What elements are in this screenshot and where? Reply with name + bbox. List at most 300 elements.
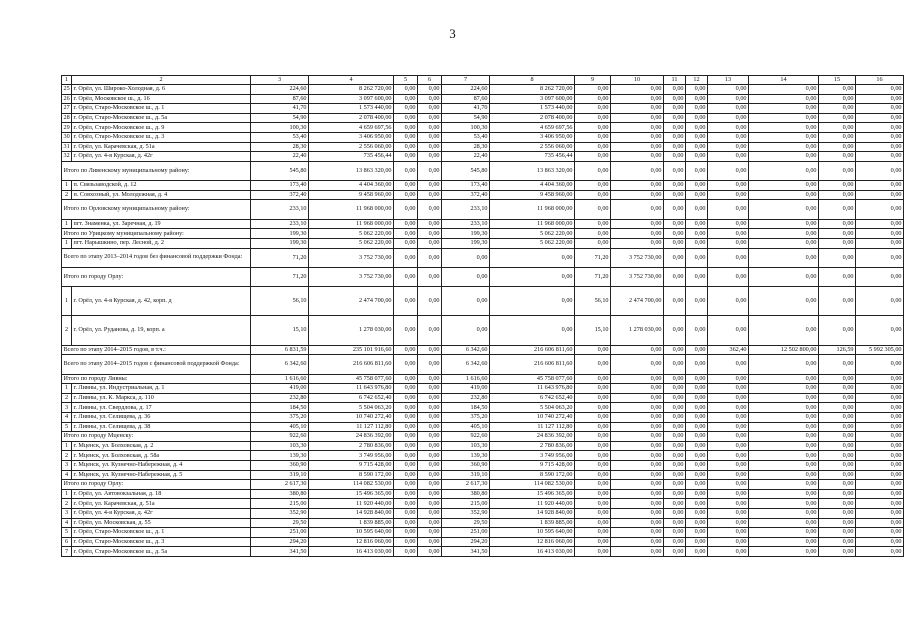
value-cell: 11 968 000,00: [309, 200, 394, 219]
value-cell: 1 573 440,00: [309, 104, 394, 114]
value-cell: 8 590 172,00: [490, 470, 575, 480]
value-cell: 922,60: [251, 432, 309, 442]
value-cell: 0,00: [394, 422, 418, 432]
value-cell: 0,00: [708, 518, 749, 528]
value-cell: 0,00: [394, 161, 418, 180]
value-cell: 0,00: [490, 267, 575, 286]
value-cell: 0,00: [394, 123, 418, 133]
value-cell: 10 740 272,40: [309, 413, 394, 423]
value-cell: 0,00: [819, 219, 856, 229]
value-cell: 0,00: [394, 316, 418, 345]
value-cell: 0,00: [611, 480, 664, 490]
value-cell: 3 406 950,00: [309, 132, 394, 142]
row-number: 2: [62, 393, 72, 403]
value-cell: 0,00: [856, 316, 904, 345]
value-cell: 24 836 392,00: [309, 432, 394, 442]
value-cell: 24 836 392,00: [490, 432, 575, 442]
value-cell: 0,00: [856, 470, 904, 480]
value-cell: 0,00: [749, 480, 819, 490]
value-cell: 0,00: [856, 489, 904, 499]
value-cell: 0,00: [418, 518, 442, 528]
value-cell: 0,00: [686, 85, 708, 95]
value-cell: 0,00: [708, 537, 749, 547]
column-number: 6: [418, 76, 442, 85]
value-cell: 0,00: [394, 142, 418, 152]
value-cell: 380,80: [442, 489, 490, 499]
value-cell: 0,00: [819, 547, 856, 557]
value-cell: 1 278 030,00: [309, 316, 394, 345]
value-cell: 0,00: [686, 489, 708, 499]
value-cell: 3 752 730,00: [309, 267, 394, 286]
value-cell: 0,00: [749, 85, 819, 95]
value-cell: 0,00: [394, 132, 418, 142]
row-number: 2: [62, 499, 72, 509]
value-cell: 9 715 428,00: [490, 460, 575, 470]
value-cell: 0,00: [686, 384, 708, 394]
table-row: [62, 238, 904, 248]
data-table: [61, 75, 904, 557]
value-cell: 0,00: [708, 460, 749, 470]
value-cell: 0,00: [394, 413, 418, 423]
value-cell: 0,00: [664, 238, 686, 248]
value-cell: 15 496 365,00: [309, 489, 394, 499]
value-cell: 0,00: [611, 499, 664, 509]
value-cell: 0,00: [418, 123, 442, 133]
value-cell: 0,00: [664, 161, 686, 180]
table-row: [62, 181, 904, 191]
value-cell: 9 458 960,00: [309, 190, 394, 200]
value-cell: 41,70: [251, 104, 309, 114]
value-cell: 0,00: [394, 480, 418, 490]
subtotal-row: [62, 374, 904, 384]
row-address: г. Мценск, ул. Кузнечно-Набережная, д. 5: [72, 470, 251, 480]
value-cell: 0,00: [664, 287, 686, 316]
value-cell: 419,00: [442, 384, 490, 394]
value-cell: 3 749 956,00: [309, 451, 394, 461]
value-cell: 0,00: [394, 470, 418, 480]
value-cell: 0,00: [394, 441, 418, 451]
table-row: [62, 508, 904, 518]
value-cell: 0,00: [819, 113, 856, 123]
value-cell: 0,00: [611, 537, 664, 547]
value-cell: 0,00: [749, 142, 819, 152]
value-cell: 3 752 730,00: [611, 267, 664, 286]
value-cell: 0,00: [394, 528, 418, 538]
column-number: 14: [749, 76, 819, 85]
value-cell: 0,00: [611, 85, 664, 95]
value-cell: 0,00: [856, 287, 904, 316]
value-cell: 0,00: [708, 85, 749, 95]
value-cell: 0,00: [856, 200, 904, 219]
column-number: 7: [442, 76, 490, 85]
value-cell: 0,00: [575, 528, 611, 538]
value-cell: 0,00: [418, 85, 442, 95]
row-address: г. Ливны, ул. Селищева, д. 38: [72, 422, 251, 432]
value-cell: 0,00: [749, 441, 819, 451]
value-cell: 251,00: [251, 528, 309, 538]
row-number: 28: [63, 113, 70, 121]
value-cell: 0,00: [394, 489, 418, 499]
value-cell: 5 992 305,00: [856, 345, 904, 355]
value-cell: 0,00: [664, 374, 686, 384]
value-cell: 372,40: [442, 190, 490, 200]
value-cell: 4 404 360,00: [490, 181, 575, 191]
row-number: 3: [62, 403, 72, 413]
table-row: [62, 142, 904, 152]
column-number: 1: [62, 76, 72, 85]
value-cell: 53,40: [442, 132, 490, 142]
value-cell: 0,00: [611, 219, 664, 229]
value-cell: 0,00: [686, 104, 708, 114]
value-cell: 173,40: [251, 181, 309, 191]
column-number: 8: [490, 76, 575, 85]
value-cell: 0,00: [856, 94, 904, 104]
value-cell: 0,00: [708, 508, 749, 518]
row-address: г. Орёл, ул. Широко-Холодная, д. 6: [72, 85, 251, 95]
value-cell: 0,00: [664, 219, 686, 229]
value-cell: 0,00: [418, 480, 442, 490]
value-cell: 405,10: [442, 422, 490, 432]
value-cell: 11 968 000,00: [490, 219, 575, 229]
value-cell: 0,00: [686, 248, 708, 267]
value-cell: 0,00: [664, 190, 686, 200]
value-cell: 0,00: [664, 248, 686, 267]
value-cell: 0,00: [708, 104, 749, 114]
row-number: 5: [62, 422, 72, 432]
value-cell: 0,00: [749, 547, 819, 557]
table-row: [62, 403, 904, 413]
value-cell: 545,80: [442, 161, 490, 180]
value-cell: 10 595 640,00: [309, 528, 394, 538]
value-cell: 0,00: [708, 181, 749, 191]
value-cell: 0,00: [611, 161, 664, 180]
row-label: Итого по городу Орлу:: [62, 267, 251, 286]
value-cell: 0,00: [749, 123, 819, 133]
row-address: г. Орёл, ул. Карачевская, д. 51а: [72, 499, 251, 509]
value-cell: 0,00: [749, 518, 819, 528]
value-cell: 0,00: [686, 316, 708, 345]
value-cell: 0,00: [394, 94, 418, 104]
value-cell: 0,00: [611, 547, 664, 557]
value-cell: 0,00: [418, 142, 442, 152]
value-cell: 11 968 000,00: [309, 219, 394, 229]
value-cell: 13 863 320,00: [309, 161, 394, 180]
value-cell: 1 839 885,00: [309, 518, 394, 528]
subtotal-row: [62, 248, 904, 267]
value-cell: 0,00: [819, 267, 856, 286]
value-cell: 0,00: [611, 384, 664, 394]
value-cell: 405,10: [251, 422, 309, 432]
row-address: г. Мценск, ул. Болховская, д. 58а: [72, 451, 251, 461]
value-cell: 0,00: [749, 94, 819, 104]
value-cell: 2 078 400,00: [309, 113, 394, 123]
subtotal-row: [62, 161, 904, 180]
value-cell: 22,40: [251, 152, 309, 162]
value-cell: 0,00: [819, 123, 856, 133]
value-cell: 0,00: [708, 219, 749, 229]
value-cell: 54,90: [251, 113, 309, 123]
value-cell: 0,00: [664, 489, 686, 499]
value-cell: 0,00: [442, 316, 490, 345]
value-cell: 233,10: [251, 219, 309, 229]
value-cell: 0,00: [664, 403, 686, 413]
value-cell: 0,00: [611, 238, 664, 248]
value-cell: 0,00: [708, 123, 749, 133]
value-cell: 0,00: [856, 374, 904, 384]
value-cell: 0,00: [856, 248, 904, 267]
value-cell: 0,00: [856, 393, 904, 403]
value-cell: 0,00: [418, 219, 442, 229]
table-row: [62, 499, 904, 509]
value-cell: 0,00: [394, 190, 418, 200]
value-cell: 0,00: [686, 393, 708, 403]
value-cell: 0,00: [819, 355, 856, 374]
table-row: [62, 441, 904, 451]
value-cell: 0,00: [394, 384, 418, 394]
value-cell: 0,00: [664, 441, 686, 451]
value-cell: 0,00: [708, 190, 749, 200]
value-cell: 0,00: [686, 238, 708, 248]
row-number: 2: [62, 451, 72, 461]
value-cell: 0,00: [686, 470, 708, 480]
row-address: пгт. Знаменка, ул. Заречная, д. 19: [72, 219, 251, 229]
value-cell: 0,00: [708, 248, 749, 267]
value-cell: 45 758 077,60: [490, 374, 575, 384]
value-cell: 0,00: [708, 113, 749, 123]
value-cell: 0,00: [749, 161, 819, 180]
value-cell: 0,00: [856, 422, 904, 432]
value-cell: 12 502 800,00: [749, 345, 819, 355]
value-cell: 0,00: [749, 238, 819, 248]
table-row: [62, 94, 904, 104]
value-cell: 5 062 220,00: [309, 238, 394, 248]
value-cell: 0,00: [664, 480, 686, 490]
value-cell: 360,90: [251, 460, 309, 470]
value-cell: 0,00: [819, 190, 856, 200]
value-cell: 0,00: [686, 267, 708, 286]
value-cell: 0,00: [708, 142, 749, 152]
table-row: [62, 547, 904, 557]
value-cell: 0,00: [418, 190, 442, 200]
value-cell: 0,00: [856, 537, 904, 547]
value-cell: 0,00: [686, 113, 708, 123]
row-address: г. Орёл, ул. 4-я Курская, д. 42г: [72, 508, 251, 518]
value-cell: 233,10: [442, 219, 490, 229]
value-cell: 1 839 885,00: [490, 518, 575, 528]
value-cell: 0,00: [575, 181, 611, 191]
row-address: г. Орёл, Старо-Московское ш., д. 1: [72, 528, 251, 538]
value-cell: 0,00: [749, 287, 819, 316]
value-cell: 0,00: [575, 152, 611, 162]
value-cell: 0,00: [686, 508, 708, 518]
value-cell: 0,00: [708, 432, 749, 442]
value-cell: 0,00: [819, 142, 856, 152]
value-cell: 0,00: [819, 384, 856, 394]
value-cell: 0,00: [575, 142, 611, 152]
value-cell: 0,00: [418, 470, 442, 480]
value-cell: 0,00: [819, 104, 856, 114]
value-cell: 0,00: [418, 537, 442, 547]
value-cell: 11 643 976,80: [490, 384, 575, 394]
row-label: Итого по городу Мценску:: [62, 432, 251, 442]
value-cell: 87,60: [442, 94, 490, 104]
value-cell: 0,00: [418, 181, 442, 191]
value-cell: 3 752 730,00: [611, 248, 664, 267]
row-label: Итого по Орловскому муниципальному району:: [62, 200, 251, 219]
row-number: 25: [63, 85, 70, 93]
value-cell: 0,00: [708, 480, 749, 490]
value-cell: 0,00: [575, 104, 611, 114]
column-number: 3: [251, 76, 309, 85]
value-cell: 2 617,30: [442, 480, 490, 490]
value-cell: 2 474 700,00: [309, 287, 394, 316]
value-cell: 0,00: [418, 528, 442, 538]
value-cell: 0,00: [819, 518, 856, 528]
value-cell: 0,00: [611, 345, 664, 355]
row-address: г. Орёл, Старо-Московское ш., д. 5а: [72, 547, 251, 557]
value-cell: 0,00: [394, 85, 418, 95]
value-cell: 360,90: [442, 460, 490, 470]
table-row: [62, 104, 904, 114]
value-cell: 0,00: [575, 200, 611, 219]
value-cell: 294,20: [442, 537, 490, 547]
value-cell: 0,00: [611, 451, 664, 461]
value-cell: 362,40: [708, 345, 749, 355]
value-cell: 0,00: [686, 451, 708, 461]
value-cell: 232,80: [442, 393, 490, 403]
value-cell: 0,00: [575, 238, 611, 248]
value-cell: 0,00: [708, 229, 749, 239]
value-cell: 0,00: [749, 229, 819, 239]
value-cell: 8 590 172,00: [309, 470, 394, 480]
value-cell: 0,00: [856, 480, 904, 490]
value-cell: 0,00: [394, 518, 418, 528]
row-number: 2: [62, 190, 72, 200]
value-cell: 16 413 030,00: [309, 547, 394, 557]
value-cell: 11 920 440,00: [309, 499, 394, 509]
value-cell: 0,00: [418, 113, 442, 123]
value-cell: 0,00: [819, 132, 856, 142]
row-address: г. Орёл, Старо-Московское ш., д. 3: [72, 537, 251, 547]
value-cell: 0,00: [418, 94, 442, 104]
value-cell: 0,00: [418, 499, 442, 509]
value-cell: 0,00: [708, 499, 749, 509]
value-cell: 6 742 652,40: [309, 393, 394, 403]
value-cell: 41,70: [442, 104, 490, 114]
row-label: Итого по Урицкому муниципальному району:: [62, 229, 251, 239]
value-cell: 0,00: [418, 287, 442, 316]
value-cell: 0,00: [749, 489, 819, 499]
value-cell: 0,00: [664, 152, 686, 162]
row-number: 2: [62, 316, 72, 345]
value-cell: 0,00: [819, 238, 856, 248]
value-cell: 0,00: [575, 441, 611, 451]
value-cell: 0,00: [708, 200, 749, 219]
value-cell: 0,00: [664, 113, 686, 123]
value-cell: 0,00: [819, 441, 856, 451]
value-cell: 0,00: [418, 248, 442, 267]
table-row: [62, 113, 904, 123]
subtotal-row: [62, 345, 904, 355]
value-cell: 3 752 730,00: [309, 248, 394, 267]
value-cell: 100,30: [251, 123, 309, 133]
value-cell: 0,00: [575, 451, 611, 461]
value-cell: 0,00: [575, 393, 611, 403]
value-cell: 0,00: [664, 132, 686, 142]
row-number: 29: [63, 123, 70, 131]
value-cell: 29,50: [442, 518, 490, 528]
value-cell: 0,00: [611, 518, 664, 528]
value-cell: 139,30: [251, 451, 309, 461]
value-cell: 199,30: [251, 238, 309, 248]
value-cell: 71,20: [575, 248, 611, 267]
value-cell: 0,00: [611, 374, 664, 384]
value-cell: 71,20: [575, 267, 611, 286]
value-cell: 0,00: [575, 460, 611, 470]
value-cell: 1 573 440,00: [490, 104, 575, 114]
row-number: 7: [62, 547, 72, 557]
value-cell: 0,00: [611, 489, 664, 499]
row-number: 1: [62, 441, 72, 451]
table-row: [62, 132, 904, 142]
row-label: Всего по этапу 2013–2014 годов без финансовой поддержки Фонда:: [62, 248, 251, 267]
table-row: [62, 537, 904, 547]
value-cell: 0,00: [749, 104, 819, 114]
value-cell: 0,00: [575, 219, 611, 229]
value-cell: 0,00: [749, 200, 819, 219]
table-row: [62, 451, 904, 461]
value-cell: 0,00: [418, 441, 442, 451]
column-number: 15: [819, 76, 856, 85]
value-cell: 0,00: [664, 432, 686, 442]
value-cell: 0,00: [749, 152, 819, 162]
value-cell: 0,00: [418, 422, 442, 432]
value-cell: 0,00: [749, 460, 819, 470]
value-cell: 319,10: [251, 470, 309, 480]
value-cell: 0,00: [664, 85, 686, 95]
value-cell: 28,30: [442, 142, 490, 152]
value-cell: 0,00: [394, 113, 418, 123]
value-cell: 0,00: [819, 200, 856, 219]
value-cell: 11 127 112,80: [490, 422, 575, 432]
table-row: [62, 393, 904, 403]
row-number: 1: [62, 219, 72, 229]
value-cell: 0,00: [418, 238, 442, 248]
value-cell: 0,00: [749, 528, 819, 538]
value-cell: 0,00: [686, 518, 708, 528]
row-number: 32: [63, 152, 70, 160]
value-cell: 233,10: [251, 200, 309, 219]
value-cell: 0,00: [856, 441, 904, 451]
value-cell: 0,00: [664, 229, 686, 239]
row-number: 30: [63, 133, 70, 141]
value-cell: 0,00: [611, 355, 664, 374]
value-cell: 4 659 697,56: [490, 123, 575, 133]
value-cell: 0,00: [664, 547, 686, 557]
value-cell: 3 097 600,00: [309, 94, 394, 104]
value-cell: 0,00: [819, 422, 856, 432]
value-cell: 0,00: [686, 403, 708, 413]
value-cell: 0,00: [575, 94, 611, 104]
value-cell: 0,00: [575, 113, 611, 123]
value-cell: 0,00: [664, 518, 686, 528]
value-cell: 0,00: [856, 152, 904, 162]
value-cell: 0,00: [749, 267, 819, 286]
row-address: г. Орёл, ул. Автовокзальная, д. 18: [72, 489, 251, 499]
value-cell: 0,00: [749, 384, 819, 394]
value-cell: 0,00: [418, 104, 442, 114]
value-cell: 0,00: [819, 94, 856, 104]
